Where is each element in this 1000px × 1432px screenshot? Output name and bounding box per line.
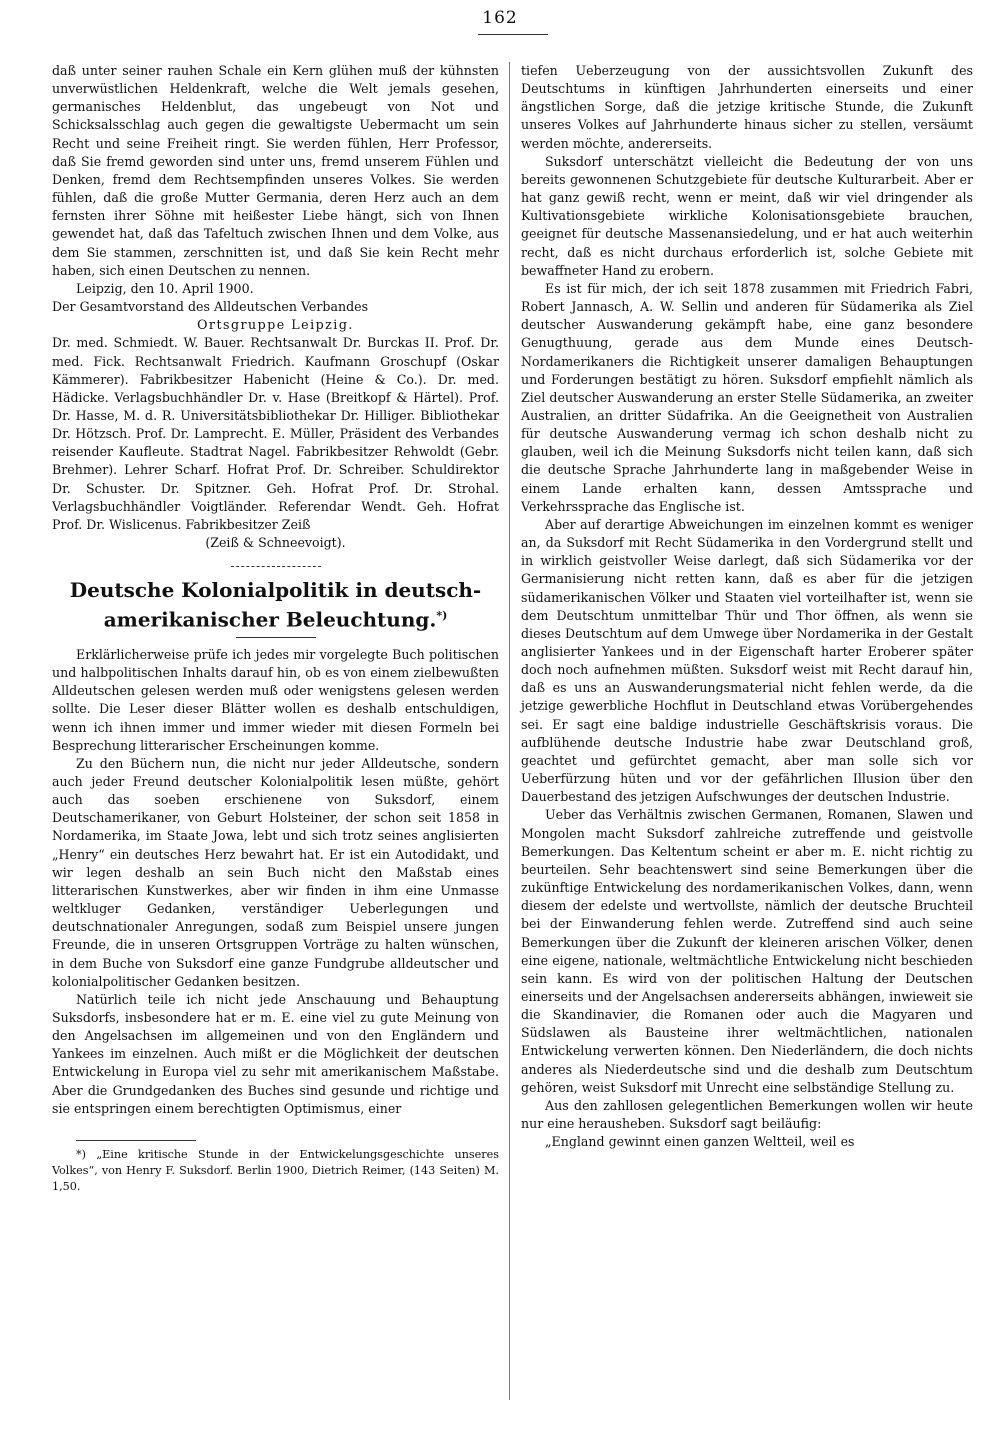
right-paragraph-5: Ueber das Verhältnis zwischen Germanen, Romanen, Slawen und Mongolen macht Suksdorf zahlreiche zutreffende und geistvolle Bemerkungen. Das Keltentum scheint er aber m. E. nicht richtig zu beurteilen. Sehr beachtenswert sind seine Bemerkungen über die zukünftige Entwickelung des nordamerikanischen Volkes, dann, wenn diesem der edelste und wertvollste, nämlich der deutsche Bruchteil bei der Einwanderung fehlen werde. Zutreffend sind auch seine Bemerkungen über die Zukunft der kleineren arischen Völker, denen eine eigene, nationale, weltmächtliche Entwickelung nicht beschieden sein kann. Es wird von der politischen Haltung der Deutschen einerseits und der Angelsachsen andererseits abhängen, inwieweit sie die Skandinavier, die Romanen oder auch die Magyaren und Südslawen als Bausteine ihrer weltmächtlichen, nationalen Entwickelung verwerten können. Den Niederländern, die doch nichts anderes als Niederdeutsche sind und die deshalb zum Deutschtum gehören, weist Suksdorf mit Unrecht eine selbständige Stellung zu.	[521, 807, 973, 1095]
article-heading	[52, 577, 499, 633]
right-paragraph-6: Aus den zahllosen gelegentlichen Bemerkungen wollen wir heute nur eine herausheben. Suksdorf sagt beiläufig:	[521, 1097, 973, 1132]
footnote-mark: *)	[436, 609, 448, 623]
footnote-rule	[76, 1140, 196, 1141]
page-number: 162	[482, 8, 518, 28]
opening-paragraph: daß unter seiner rauhen Schale ein Kern glühen muß der kühnsten unverwüstlichen Heldenkraft, welche die Welt jemals gesehen, germanisches Heldenblut, das ungebeugt von Not und Schicksalsschlag auch gegen die gewaltigste Uebermacht um sein Recht und seine Freiheit ringt. Sie werden fühlen, Herr Professor, daß Sie fremd geworden sind unter uns, fremd unserem Fühlen und Denken, fremd dem Rechtsempfinden unseres Volkes. Sie werden fühlen, daß die große Mutter Germania, deren Herz auch an dem fernsten ihrer Söhne mit heißester Liebe hängt, sich von Ihnen gewendet hat, daß das Tafeltuch zwischen Ihnen und dem Volke, aus dem Sie stammen, zerschnitten ist, und daß Sie kein Recht mehr haben, sich einen Deutschen zu nennen.	[52, 63, 499, 278]
footnote: *) „Eine kritische Stunde in der Entwickelungsgeschichte unseres Volkes“, von Henry F. Suksdorf. Berlin 1900, Dietrich Reimer, (143 Seiten) M. 1,50.	[52, 1147, 499, 1193]
right-paragraph-3: Es ist für mich, der ich seit 1878 zusammen mit Friedrich Fabri, Robert Jannasch, A. W. Sellin und anderen für Südamerika als Ziel deutscher Auswanderung gekämpft habe, eine ganz besondere Genugthuung, gerade aus dem Munde eines Deutsch-Nordamerikaners die Richtigkeit unserer damaligen Behauptungen und Forderungen bestätigt zu hören. Suksdorf empfiehlt nämlich als Ziel deutscher Auswanderung an erster Stelle Südamerika, an zweiter Australien, an dritter Südafrika. An die Geeignetheit von Australien für deutsche Auswanderung vermag ich schon deshalb nicht zu glauben, weil ich die Meinung Suksdorfs nicht teilen kann, daß sich die deutsche Sprache Jahrhunderte lang in maßgebender Weise in einem Lande erhalten kann, dessen Amtssprache und Verkehrssprache das Englische ist.	[521, 280, 973, 514]
right-column	[521, 62, 973, 1151]
article-heading-line-1: Deutsche Kolonialpolitik in deutsch-	[69, 578, 482, 603]
article-paragraph-3: Natürlich teile ich nicht jede Anschauung und Behauptung Suksdorfs, insbesondere hat er m. E. eine viel zu gute Meinung von den Angelsachsen im allgemeinen und von den Engländern und Yankees im einzelnen. Auch mißt er die Möglichkeit der deutschen Entwickelung in Europa viel zu sehr mit amerikanischem Maßstabe. Aber die Grundgedanken des Buches sind gesunde und richtige und sie entspringen einem berechtigten Optimismus, einer	[52, 991, 499, 1116]
dateline: Leipzig, den 10. April 1900.	[76, 280, 254, 296]
article-heading-line-2	[52, 603, 499, 633]
right-paragraph-2: Suksdorf unterschätzt vielleicht die Bedeutung der von uns bereits gewonnenen Schutzgebiete für deutsche Kulturarbeit. Aber er hat ganz gewiß recht, wenn er meint, daß wir viel dringender als Kultivationsgebiete wirkliche Kolonisationsgebiete brauchen, geeignet für deutsche Massenansiedelung, und er hat auch weiterhin recht, daß es nicht durchaus erforderlich ist, solche Gebiete mit bewaffneter Hand zu erobern.	[521, 153, 973, 278]
signatories: Dr. med. Schmiedt. W. Bauer. Rechtsanwalt Dr. Burckas II. Prof. Dr. med. Fick. Rechtsanwalt Friedrich. Kaufmann Groschupf (Oskar Kämmerer). Fabrikbesitzer Habenicht (Heine & Co.). Dr. med. Hädicke. Verlagsbuchhändler Dr. v. Hase (Breitkopf & Härtel). Prof. Dr. Hasse, M. d. R. Universitätsbibliothekar Dr. Hilliger. Bibliothekar Dr. Hötzsch. Prof. Dr. Lamprecht. E. Müller, Präsident des Verbandes reisender Kaufleute. Stadtrat Nagel. Fabrikbesitzer Rehwoldt (Gebr. Brehmer). Lehrer Scharf. Hofrat Prof. Dr. Schreiber. Schuldirektor Dr. Schuster. Dr. Spitzner. Geh. Hofrat Prof. Dr. Strohal. Verlagsbuchhändler Voigtländer. Referendar Wendt. Geh. Hofrat Prof. Dr. Wislicenus. Fabrikbesitzer Zeiß	[52, 335, 499, 532]
signatories-block	[52, 334, 499, 552]
right-paragraph-4: Aber auf derartige Abweichungen im einzelnen kommt es weniger an, da Suksdorf mit Recht Südamerika in den Vordergrund stellt und in wirklich geistvoller Weise darlegt, daß sich Südamerika vor der Germanisierung nicht retten kann, daß es aber für die jetzigen südamerikanischen Völker und Staaten viel vorteilhafter ist, wenn sie dem Deutschtum unmittelbar Thür und Thor öffnen, als wenn sie dieses Deutschtum auf dem Umwege über Nordamerika in der Gestalt anglisierter Yankees und in der Eigenschaft harter Eroberer später doch noch aufnehmen müßten. Suksdorf weist mit Recht darauf hin, daß es uns an Auswanderungsmaterial nicht fehlen werde, da die jetzige gewerbliche Hochflut in Deutschland etwas Vorübergehendes sei. Er sagt eine baldige industrielle Geschäftskrisis voraus. Die aufblühende deutsche Industrie habe zwar Deutschland groß, geachtet und gefürchtet gemacht, aber man solle sich vor Ueberfürzung hüten und vor der gefährlichen Illusion über den Dauerbestand des jetzigen Aufschwunges der deutschen Industrie.	[521, 516, 973, 805]
article-heading-text: amerikanischer Beleuchtung.	[103, 607, 437, 632]
section-separator	[231, 566, 321, 567]
article-paragraph-1: Erklärlicherweise prüfe ich jedes mir vorgelegte Buch politischen und halbpolitischen Inhalts darauf hin, ob es von einem zielbewußten Alldeutschen gelesen werden muß oder wenigstens gelesen werden sollte. Die Leser dieser Blätter wollen es deshalb entschuldigen, wenn ich ihnen immer und immer wieder mit diesen Formeln bei Besprechung litterarischer Erscheinungen komme.	[52, 646, 499, 753]
page-number-rule	[478, 34, 548, 35]
quote-start: „England gewinnt einen ganzen Weltteil, weil es	[545, 1134, 855, 1150]
left-column	[52, 62, 499, 1195]
signatories-last: (Zeiß & Schneevoigt).	[205, 535, 346, 551]
right-paragraph-1: tiefen Ueberzeugung von der aussichtsvollen Zukunft des Deutschtums in künftigen Jahrhunderten einerseits und einer ängstlichen Sorge, daß die jetzige kritische Stunde, die Zukunft unseres Volkes auf Jahrhunderte hinaus sicher zu stellen, versäumt werden möchte, andererseits.	[521, 63, 973, 151]
column-divider	[509, 62, 510, 1400]
board-line-1: Der Gesamtvorstand des Alldeutschen Verbandes	[52, 299, 369, 315]
article-paragraph-2: Zu den Büchern nun, die nicht nur jeder Alldeutsche, sondern auch jeder Freund deutscher Kolonialpolitik lesen müßte, gehört auch das soeben erschienene von Suksdorf, einem Deutschamerikaner, von Geburt Holsteiner, der schon seit 1858 in Nordamerika, im Staate Jowa, lebt und sich trotz seines anglisierten „Henry“ ein deutsches Herz bewahrt hat. Er ist ein Autodidakt, und wir legen deshalb an sein Buch nicht den Maßstab eines litterarischen Kunstwerkes, aber wir finden in ihm eine Unmasse weltkluger Gedanken, verständiger Ueberlegungen und deutschnationaler Anregungen, sodaß zum Beispiel unsere jungen Freunde, die in unseren Ortsgruppen Vorträge zu halten wünschen, in dem Buche von Suksdorf eine ganze Fundgrube alldeutscher und kolonialpolitischer Gedanken besitzen.	[52, 755, 499, 989]
board-line-2: Ortsgruppe Leipzig.	[197, 317, 354, 333]
heading-rule	[236, 637, 316, 638]
